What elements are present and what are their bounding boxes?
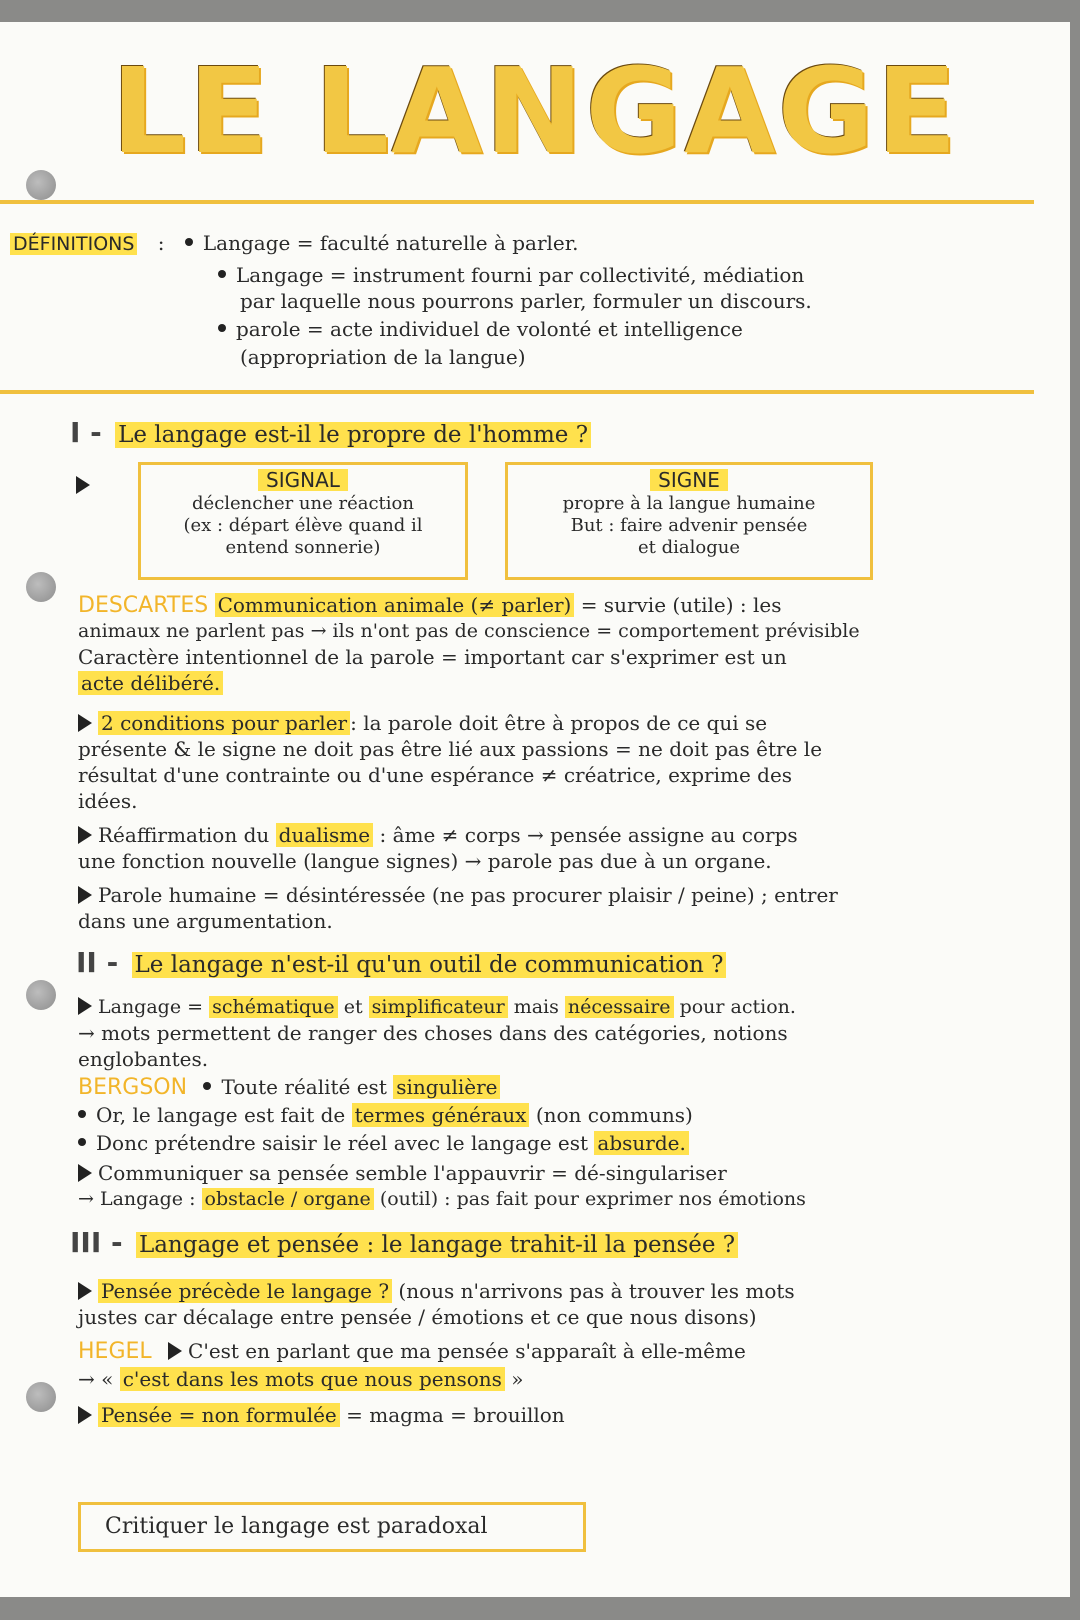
text-line: animaux ne parlent pas → ils n'ont pas de conscience = comportement prévisible [78, 620, 860, 642]
highlight: schématique [209, 996, 338, 1018]
descartes-row [78, 592, 1040, 619]
triangle-icon [78, 826, 92, 844]
signal-head: SIGNAL [258, 469, 348, 491]
binder-hole [26, 572, 56, 602]
binder-hole [26, 980, 56, 1010]
text: pour action. [679, 996, 796, 1018]
definition-row [218, 316, 1040, 342]
text: (non communs) [535, 1103, 693, 1127]
section-heading [76, 946, 1040, 979]
author-name: HEGEL [78, 1339, 152, 1364]
section-question: Le langage est-il le propre de l'homme ? [115, 422, 591, 448]
text-line: résultat d'une contrainte ou d'une espérance ≠ créatrice, exprime des [78, 763, 793, 787]
binder-hole [26, 1382, 56, 1412]
descartes-topic: Communication animale (≠ parler) [215, 593, 575, 617]
highlight: nécessaire [565, 996, 674, 1018]
signal-line: entend sonnerie) [225, 537, 381, 558]
signal-box [138, 462, 468, 580]
definitions-label: DÉFINITIONS [10, 233, 137, 255]
highlight: termes généraux [352, 1103, 530, 1127]
text: (outil) : pas fait pour exprimer nos émotions [379, 1188, 806, 1210]
parole-row [78, 882, 1040, 908]
conclusion-box: Critiquer le langage est paradoxal [78, 1502, 586, 1552]
section-heading [70, 416, 1040, 449]
hegel-quote: c'est dans les mots que nous pensons [120, 1367, 505, 1391]
triangle-icon [76, 476, 90, 494]
bergson-point [78, 1130, 1040, 1156]
text: Réaffirmation du [98, 823, 270, 847]
text: : âme ≠ corps → pensée assigne au corps [379, 823, 798, 847]
conditions-label: 2 conditions pour parler [98, 711, 350, 735]
definition-item: par laquelle nous pourrons parler, formuler un discours. [240, 289, 812, 313]
section-numeral: II - [76, 946, 119, 979]
section-numeral: III - [70, 1226, 123, 1259]
text-line: Caractère intentionnel de la parole = important car s'exprimer est un [78, 645, 787, 669]
precede-row [78, 1278, 1040, 1304]
triangle-icon [78, 1282, 92, 1300]
divider [0, 200, 1034, 204]
highlight: absurde. [594, 1131, 688, 1155]
text: C'est en parlant que ma pensée s'apparaît à elle-même [188, 1339, 746, 1363]
highlight: Pensée = non formulée [98, 1403, 340, 1427]
communiquer-row [78, 1160, 1040, 1186]
triangle-icon [168, 1342, 182, 1360]
definition-item: Langage = faculté naturelle à parler. [202, 231, 579, 255]
definition-item: parole = acte individuel de volonté et intelligence [236, 317, 743, 341]
obstacle-row [78, 1186, 1040, 1212]
text-line: idées. [78, 789, 138, 813]
bullet [185, 238, 193, 246]
langage-row [78, 994, 1040, 1020]
signe-box [505, 462, 873, 580]
author-name: DESCARTES [78, 593, 209, 618]
magma-row [78, 1402, 1040, 1428]
highlight: obstacle / organe [202, 1188, 374, 1210]
signe-head: SIGNE [650, 469, 728, 491]
triangle-icon [78, 1164, 92, 1182]
definition-row [218, 262, 1040, 288]
dualisme-row [78, 822, 1040, 848]
bullet [78, 1138, 86, 1146]
text-line: : la parole doit être à propos de ce qui se [350, 711, 768, 735]
highlight: Pensée précède le langage ? [98, 1279, 392, 1303]
triangle-icon [78, 997, 92, 1015]
text-line: une fonction nouvelle (langue signes) → parole pas due à un organe. [78, 849, 772, 873]
divider [0, 390, 1034, 394]
page-title: LE LANGAGE [111, 42, 959, 180]
signe-line: et dialogue [638, 537, 740, 558]
definition-item: (appropriation de la langue) [240, 345, 526, 369]
text-line [78, 670, 1040, 696]
triangle-icon [78, 886, 92, 904]
text: Parole humaine = désintéressée (ne pas procurer plaisir / peine) ; entrer [98, 883, 838, 907]
notebook-page [0, 22, 1070, 1597]
signal-line: (ex : départ élève quand il [183, 515, 423, 536]
bullet [203, 1082, 211, 1090]
highlight: dualisme [276, 823, 373, 847]
triangle-icon [78, 714, 92, 732]
text: (nous n'arrivons pas à trouver les mots [398, 1279, 795, 1303]
highlight: singulière [393, 1075, 500, 1099]
section-question: Langage et pensée : le langage trahit-il la pensée ? [136, 1232, 738, 1258]
bullet [218, 270, 226, 278]
conditions-row [78, 710, 1040, 736]
text-line: = survie (utile) : les [580, 593, 782, 617]
text-line: justes car décalage entre pensée / émotions et ce que nous disons) [78, 1305, 757, 1329]
text-line: présente & le signe ne doit pas être lié aux passions = ne doit pas être le [78, 737, 823, 761]
section-heading [70, 1226, 1040, 1259]
text-line: englobantes. [78, 1047, 209, 1071]
text: Donc prétendre saisir le réel avec le langage est [96, 1131, 589, 1155]
text: Toute réalité est [221, 1075, 387, 1099]
section-numeral: I - [70, 416, 102, 449]
bergson-row [78, 1074, 1040, 1101]
text: = magma = brouillon [346, 1403, 565, 1427]
hegel-quote-row: → « c'est dans les mots que nous pensons » [78, 1367, 524, 1391]
text: mais [513, 996, 559, 1018]
text-line: → mots permettent de ranger des choses dans des catégories, notions [78, 1021, 788, 1045]
text: Communiquer sa pensée semble l'appauvrir = dé-singulariser [98, 1161, 727, 1185]
bergson-point [78, 1102, 1040, 1128]
text: Langage = [98, 996, 204, 1018]
signe-line: But : faire advenir pensée [570, 515, 808, 536]
text-line: dans une argumentation. [78, 909, 333, 933]
author-name: BERGSON [78, 1075, 188, 1100]
text: et [343, 996, 363, 1018]
signe-line: propre à la langue humaine [562, 493, 816, 514]
highlight: acte délibéré. [78, 671, 223, 695]
triangle-icon [78, 1406, 92, 1424]
text: → Langage : [78, 1188, 196, 1210]
highlight: simplificateur [369, 996, 508, 1018]
text: Or, le langage est fait de [96, 1103, 346, 1127]
bullet [218, 324, 226, 332]
hegel-row [78, 1338, 1040, 1365]
definition-item: Langage = instrument fourni par collectivité, médiation [236, 263, 805, 287]
definitions-row: DÉFINITIONS : Langage = faculté naturelle à parler. [10, 230, 1040, 257]
section-question: Le langage n'est-il qu'un outil de communication ? [132, 952, 727, 978]
bullet [78, 1110, 86, 1118]
signal-line: déclencher une réaction [192, 493, 414, 514]
